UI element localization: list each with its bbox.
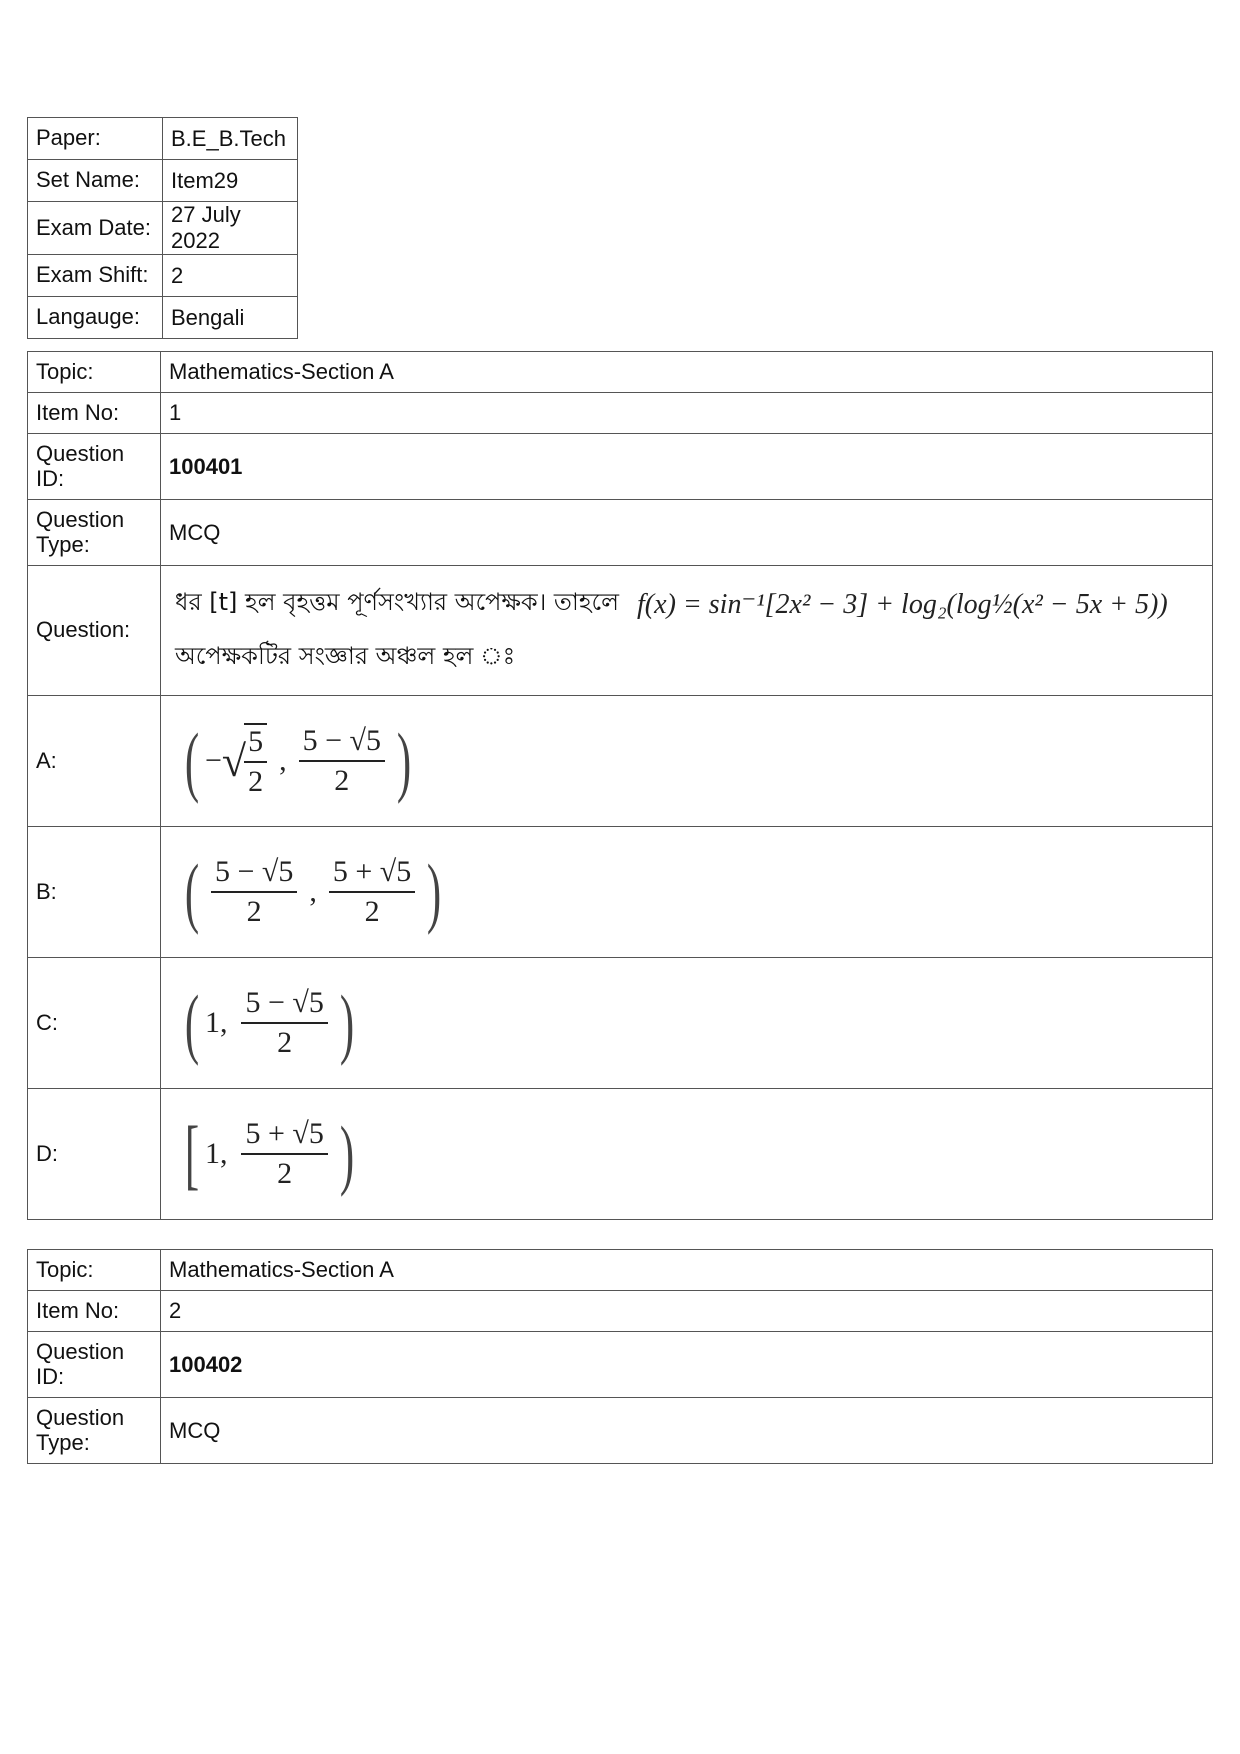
question-type-value: MCQ [161, 500, 1213, 566]
option-label[interactable]: D: [28, 1089, 161, 1220]
item-row [28, 1291, 1213, 1332]
item-label: Item No: [28, 393, 161, 434]
option-a-fraction-2 [299, 724, 385, 798]
option-c-row [28, 958, 1213, 1089]
open-bracket: ( [184, 848, 200, 935]
question-text-bengali-line2: অপেক্ষকটির সংজ্ঞার অঞ্চল হল ঃ [175, 641, 516, 670]
option-d-fraction [241, 1117, 327, 1191]
question-1-table [27, 351, 1213, 1220]
question-id-row [28, 434, 1213, 500]
open-bracket: ( [184, 979, 200, 1066]
numerator: 5 − √5 [299, 724, 385, 762]
option-b-fraction-2 [329, 855, 415, 929]
option-c-answer[interactable] [161, 958, 1213, 1089]
item-value: 1 [161, 393, 1213, 434]
denominator: 2 [277, 1157, 293, 1190]
question-type-row [28, 500, 1213, 566]
option-d-answer[interactable] [161, 1089, 1213, 1220]
denominator: 2 [277, 1026, 293, 1059]
exam-meta-table [27, 117, 298, 339]
question-id-row [28, 1332, 1213, 1398]
numerator: 5 [244, 725, 267, 763]
meta-row-set-name [28, 160, 298, 202]
topic-row [28, 1250, 1213, 1291]
question-id-label: Question ID: [28, 434, 161, 500]
question-id-label: Question ID: [28, 1332, 161, 1398]
option-a-answer[interactable]: ( − √ $\frac{5}{2}$ , $\frac{5 - √5}{2}$ ) [161, 696, 1213, 827]
option-d-row [28, 1089, 1213, 1220]
close-bracket: ) [339, 979, 355, 1066]
minus-sign: − [204, 744, 222, 777]
option-c-first-value: 1, [204, 1006, 228, 1039]
denominator: 2 [248, 765, 264, 798]
meta-row-exam-date [28, 202, 298, 255]
option-a-row [28, 696, 1213, 827]
option-c-fraction [241, 986, 327, 1060]
meta-value: 27 July 2022 [163, 202, 298, 255]
option-b-fraction-1 [211, 855, 297, 929]
close-bracket: ) [396, 717, 412, 804]
numerator: 5 + √5 [329, 855, 415, 893]
meta-row-exam-shift [28, 255, 298, 297]
item-row [28, 393, 1213, 434]
question-id-value: 100402 [161, 1332, 1213, 1398]
denominator: 2 [364, 895, 380, 928]
numerator: 5 − √5 [211, 855, 297, 893]
option-b-row [28, 827, 1213, 958]
denominator: 2 [246, 895, 262, 928]
meta-value: Item29 [163, 160, 298, 202]
question-body [161, 566, 1213, 696]
numerator: 5 + √5 [241, 1117, 327, 1155]
question-row [28, 566, 1213, 696]
option-label[interactable]: C: [28, 958, 161, 1089]
open-bracket: [ [184, 1110, 200, 1197]
meta-row-language [28, 297, 298, 339]
option-label[interactable]: A: [28, 696, 161, 827]
question-id-value: 100401 [161, 434, 1213, 500]
question-text-bengali: ধর [t] হল বৃহত্তম পূর্ণসংখ্যার অপেক্ষক। তাহলে [175, 587, 620, 616]
topic-value: Mathematics-Section A [161, 352, 1213, 393]
meta-label: Exam Date: [28, 202, 163, 255]
topic-label: Topic: [28, 1250, 161, 1291]
question-type-label: Question Type: [28, 1398, 161, 1464]
topic-row [28, 352, 1213, 393]
meta-label: Langauge: [28, 297, 163, 339]
meta-label: Exam Shift: [28, 255, 163, 297]
sqrt-symbol: √ [221, 736, 247, 786]
meta-value: B.E_B.Tech [163, 118, 298, 160]
question-type-row [28, 1398, 1213, 1464]
question-label: Question: [28, 566, 161, 696]
meta-label: Paper: [28, 118, 163, 160]
open-bracket: ( [184, 717, 200, 804]
topic-value: Mathematics-Section A [161, 1250, 1213, 1291]
topic-label: Topic: [28, 352, 161, 393]
meta-label: Set Name: [28, 160, 163, 202]
option-b-answer[interactable]: ( $\frac{5 - √5}{2}$ , $\frac{5 + √5}{2}$ ) [161, 827, 1213, 958]
meta-value: Bengali [163, 297, 298, 339]
denominator: 2 [334, 764, 350, 797]
question-type-label: Question Type: [28, 500, 161, 566]
question-2-table [27, 1249, 1213, 1464]
question-type-value: MCQ [161, 1398, 1213, 1464]
meta-row-paper [28, 118, 298, 160]
numerator: 5 − √5 [241, 986, 327, 1024]
close-bracket: ) [339, 1110, 355, 1197]
option-label[interactable]: B: [28, 827, 161, 958]
item-label: Item No: [28, 1291, 161, 1332]
option-d-first-value: 1, [204, 1137, 228, 1170]
close-bracket: ) [427, 848, 442, 935]
item-value: 2 [161, 1291, 1213, 1332]
meta-value: 2 [163, 255, 298, 297]
option-a-fraction-1 [244, 723, 267, 799]
question-formula: f(x) = sin⁻¹[2x² − 3] + log₂(log½(x² − 5x + 5)) [637, 588, 1168, 620]
